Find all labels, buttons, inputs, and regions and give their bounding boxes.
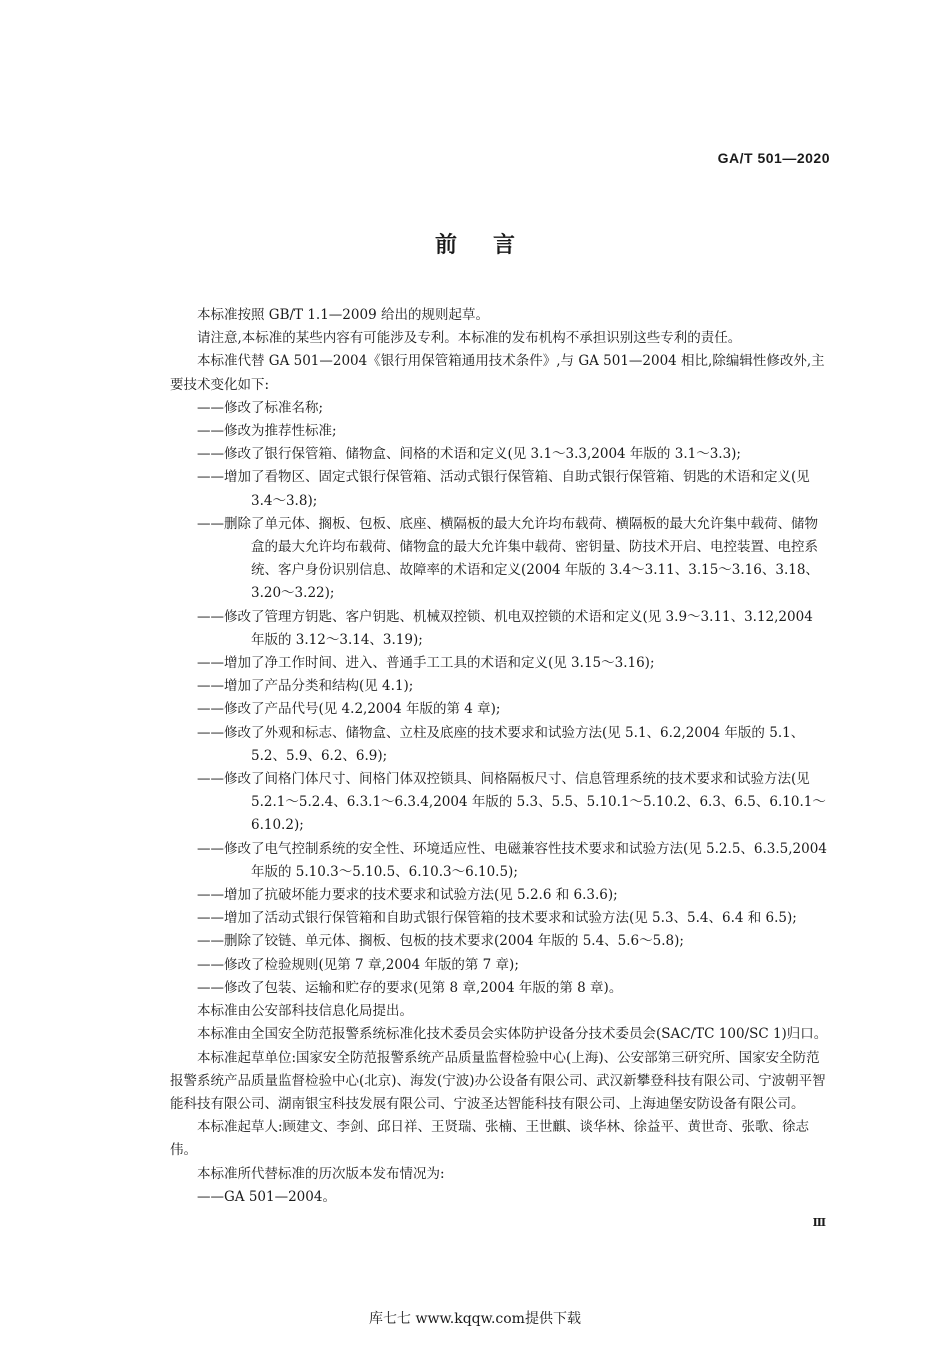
managed-by-paragraph: 本标准由全国安全防范报警系统标准化技术委员会实体防护设备分技术委员会(SAC/TC 100/SC 1)归口。 bbox=[197, 1026, 828, 1043]
page-title: 前言 bbox=[434, 233, 551, 258]
drafting-rule-paragraph: 本标准按照 GB/T 1.1—2009 给出的规则起草。 bbox=[197, 307, 489, 323]
drafting-units-paragraph: 本标准起草单位:国家安全防范报警系统产品质量监督检验中心(上海)、公安部第三研究所、国家安全防范报警系统产品质量监督检验中心(北京)、海发(宁波)办公设备有限公司、武汉新攀登科技有限公司、宁波朝平智能科技有限公司、湖南银宝科技发展有限公司、宁波圣达智能科技有限公司、上海迪堡安防设备有限公司。 bbox=[170, 1049, 826, 1112]
proposed-by-paragraph: 本标准由公安部科技信息化局提出。 bbox=[197, 1003, 413, 1020]
history-intro-paragraph: 本标准所代替标准的历次版本发布情况为: bbox=[197, 1165, 445, 1182]
change-item: ——增加了净工作时间、进入、普通手工工具的术语和定义(见 3.15～3.16); bbox=[197, 655, 655, 672]
change-item: ——增加了抗破坏能力要求的技术要求和试验方法(见 5.2.6 和 6.3.6); bbox=[197, 887, 618, 904]
change-item: ——增加了活动式银行保管箱和自助式银行保管箱的技术要求和试验方法(见 5.3、5.4、6.4 和 6.5); bbox=[197, 910, 797, 927]
change-item: ——增加了看物区、固定式银行保管箱、活动式银行保管箱、自助式银行保管箱、钥匙的术语和定义(见 3.4～3.8); bbox=[197, 469, 810, 509]
change-item: ——增加了产品分类和结构(见 4.1); bbox=[197, 678, 414, 695]
change-item: ——修改了产品代号(见 4.2,2004 年版的第 4 章); bbox=[197, 701, 501, 718]
standard-code: GA/T 501—2020 bbox=[717, 150, 830, 166]
drafters-paragraph: 本标准起草人:顾建文、李剑、邱日祥、王贤瑞、张楠、王世麒、谈华林、徐益平、黄世奇、张歌、徐志伟。 bbox=[170, 1119, 810, 1159]
change-item: ——删除了单元体、搁板、包板、底座、横隔板的最大允许均布载荷、横隔板的最大允许集中载荷、储物盒的最大允许均布载荷、储物盒的最大允许集中载荷、密钥量、防技术开启、电控装置、电控系统、客户身份识别信息、故障率的术语和定义(2004 年版的 3.4～3.11、3.15～3.16、3.18、3.20～3.22); bbox=[197, 515, 819, 602]
changes-list bbox=[170, 397, 830, 1000]
page-number: Ⅲ bbox=[812, 1216, 826, 1229]
change-item: ——删除了铰链、单元体、搁板、包板的技术要求(2004 年版的 5.4、5.6～5.8); bbox=[197, 933, 684, 950]
change-item: ——修改了标准名称; bbox=[197, 399, 324, 416]
replacement-paragraph: 本标准代替 GA 501—2004《银行用保管箱通用技术条件》,与 GA 501—2004 相比,除编辑性修改外,主要技术变化如下: bbox=[170, 353, 825, 393]
foreword-body bbox=[170, 304, 830, 1209]
change-item: ——修改了检验规则(见第 7 章,2004 年版的第 7 章); bbox=[197, 956, 519, 973]
change-item: ——修改了包装、运输和贮存的要求(见第 8 章,2004 年版的第 8 章)。 bbox=[197, 979, 623, 996]
change-item: ——修改了外观和标志、储物盒、立柱及底座的技术要求和试验方法(见 5.1、6.2,2004 年版的 5.1、5.2、5.9、6.2、6.9); bbox=[197, 724, 805, 764]
change-item: ——修改了间格门体尺寸、间格门体双控锁具、间格隔板尺寸、信息管理系统的技术要求和试验方法(见 5.2.1～5.2.4、6.3.1～6.3.4,2004 年版的 5.3、5.5、5.10.1～5.10.2、6.3、6.5、6.10.1～6.10.2); bbox=[197, 771, 826, 834]
change-item: ——修改了管理方钥匙、客户钥匙、机械双控锁、机电双控锁的术语和定义(见 3.9～3.11、3.12,2004 年版的 3.12～3.14、3.19); bbox=[197, 608, 813, 648]
change-item: ——修改为推荐性标准; bbox=[197, 423, 337, 440]
download-footer: 库七七 www.kqqw.com提供下载 bbox=[369, 1311, 581, 1327]
change-item: ——修改了银行保管箱、储物盒、间格的术语和定义(见 3.1～3.3,2004 年版的 3.1～3.3); bbox=[197, 446, 741, 463]
patent-notice-paragraph: 请注意,本标准的某些内容有可能涉及专利。本标准的发布机构不承担识别这些专利的责任。 bbox=[197, 330, 742, 347]
history-item: ——GA 501—2004。 bbox=[197, 1188, 336, 1205]
change-item: ——修改了电气控制系统的安全性、环境适应性、电磁兼容性技术要求和试验方法(见 5.2.5、6.3.5,2004 年版的 5.10.3～5.10.5、6.10.3～6.10.5); bbox=[197, 840, 827, 880]
